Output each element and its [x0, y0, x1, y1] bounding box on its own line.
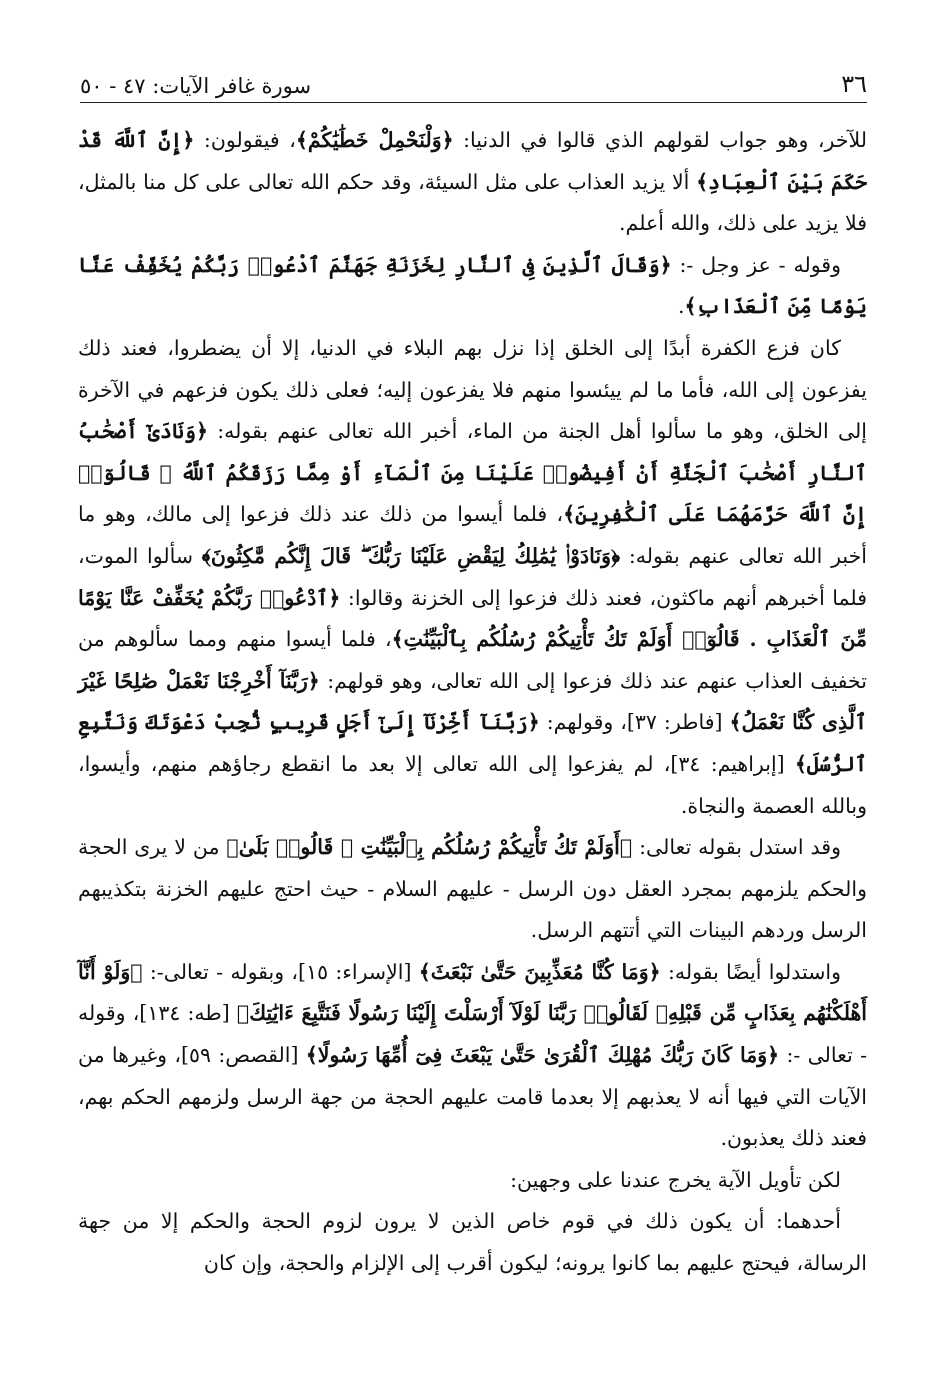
quran-quote: ﴿أَوَلَمْ تَكُ تَأْتِيكُمْ رُسُلُكُم بِٱلْبَيِّنَٰتِ ۖ قَالُوا۟ بَلَىٰ﴾	[226, 835, 633, 860]
quran-quote: ﴿إِنَّ ٱللَّهَ قَدْ حَكَمَ بَيْنَ ٱلْعِبَادِ﴾	[78, 128, 867, 194]
text-run: [القصص: ٥٩]، وغيرها من الآيات التي فيها أنه لا يعذبهم إلا بعدما قامت عليهم الحجة من جهة الرسل ولزمهم الحكم بهم، فعند ذلك يعذبون.	[78, 1043, 867, 1151]
text-run: سألوا الموت، فلما أخبرهم أنهم ماكثون، فعند ذلك فزعوا إلى الخزنة وقالوا:	[78, 543, 867, 610]
quran-quote: ﴿رَبَّنَآ أَخِّرْنَآ إِلَىٰٓ أَجَلٍ قَرِيبٍ نُّجِبْ دَعْوَتَكَ وَنَتَّبِعِ ٱلرُّسُلَ﴾	[78, 710, 867, 776]
text-run: من لا يرى الحجة والحكم يلزمهم بمجرد العقل دون الرسل - عليهم السلام - حيث احتج عليهم الخزنة بتكذيبهم الرسل وردهم البينات التي أتتهم الرسل.	[78, 835, 867, 943]
quran-quote: ﴿وَمَا كُنَّا مُعَذِّبِينَ حَتَّىٰ نَبْعَثَ﴾	[418, 959, 661, 984]
paragraph	[78, 245, 867, 328]
text-run: [إبراهيم: ٣٤]، لم يفزعوا إلى الله تعالى إلا بعد ما انقطع رجاؤهم منهم، وأيسوا، وبالله العصمة والنجاة.	[78, 751, 867, 818]
text-run: [طه: ١٣٤]، وقوله - تعالى -:	[78, 1001, 868, 1068]
running-title: سورة غافر الآيات: ٤٧ - ٥٠	[80, 74, 312, 98]
text-run: وقوله - عز وجل -:	[671, 252, 841, 277]
body-text	[78, 120, 867, 1285]
text-run: ، فلما أيسوا منهم ومما سألوهم من تخفيف العذاب عنهم عند ذلك فزعوا إلى الله تعالى، وهو قولهم:	[78, 627, 867, 693]
page-header	[80, 60, 867, 98]
text-run: [الإسراء: ١٥]، وبقوله - تعالى-:	[142, 959, 419, 984]
quran-quote: ﴿وَنَادَىٰٓ أَصْحَٰبُ ٱلنَّارِ أَصْحَٰبَ ٱلْجَنَّةِ أَنْ أَفِيضُوا۟ عَلَيْنَا مِنَ ٱلْمَآءِ أَوْ مِمَّا رَزَقَكُمُ ٱللَّهُ ۚ قَالُوٓا۟ إِنَّ ٱللَّهَ حَرَّمَهُمَا عَلَى ٱلْكَٰفِرِينَ﴾	[78, 419, 867, 527]
text-run: ، فيقولون:	[194, 128, 296, 152]
text-run: ألا يزيد العذاب على مثل السيئة، وقد حكم الله تعالى على كل منا بالمثل، فلا يزيد على ذلك، والله أعلم.	[78, 169, 867, 236]
quran-quote: ﴿رَبَّنَآ أَخْرِجْنَا نَعْمَلْ صَٰلِحًا غَيْرَ ٱلَّذِى كُنَّا نَعْمَلُ﴾	[78, 668, 867, 735]
quran-quote: ﴿وَلَوْ أَنَّآ أَهْلَكْنَٰهُم بِعَذَابٍ مِّن قَبْلِهِۦ لَقَالُوا۟ رَبَّنَا لَوْلَآ أَرْسَلْتَ إِلَيْنَا رَسُولًا فَنَتَّبِعَ ءَايَٰتِكَ﴾	[78, 959, 867, 1026]
paragraph	[78, 1160, 867, 1202]
quran-quote: ﴿وَنَادَوْا۟ يَٰمَٰلِكُ لِيَقْضِ عَلَيْنَا رَبُّكَ ۖ قَالَ إِنَّكُم مَّٰكِثُونَ﴾	[201, 543, 621, 568]
text-run: وقد استدل بقوله تعالى:	[632, 835, 841, 860]
quran-quote: ﴿وَمَا كَانَ رَبُّكَ مُهْلِكَ ٱلْقُرَىٰ حَتَّىٰ يَبْعَثَ فِىٓ أُمِّهَا رَسُولًا﴾	[305, 1043, 780, 1068]
text-run: [فاطر: ٣٧]، وقولهم:	[539, 710, 730, 735]
paragraph	[78, 952, 867, 1160]
text-run: لكن تأويل الآية يخرج عندنا على وجهين:	[510, 1167, 841, 1192]
quran-quote: ﴿وَلْنَحْمِلْ خَطَٰيَٰكُمْ﴾	[295, 128, 454, 152]
text-run: كان فزع الكفرة أبدًا إلى الخلق إذا نزل بهم البلاء في الدنيا، إلا أن يضطروا، فعند ذلك يفزعون إلى الله، فأما ما لم ييئسوا منهم فلا يفزعون إليه؛ فعلى ذلك يكون فزعهم في الآخرة إلى الخلق، وهو ما سألوا أهل الجنة من الماء، أخبر الله تعالى عنهم بقوله:	[78, 335, 867, 444]
quran-quote: ﴿وَقَالَ ٱلَّذِينَ فِى ٱلنَّارِ لِخَزَنَةِ جَهَنَّمَ ٱدْعُوا۟ رَبَّكُمْ يُخَفِّفْ عَنَّا يَوْمًا مِّنَ ٱلْعَذَابِ﴾	[78, 252, 867, 319]
paragraph	[78, 1201, 867, 1284]
paragraph	[78, 827, 867, 952]
text-run: للآخر، وهو جواب لقولهم الذي قالوا في الدنيا:	[453, 128, 867, 152]
quran-quote: ﴿ٱدْعُوا۟ رَبَّكُمْ يُخَفِّفْ عَنَّا يَوْمًا مِّنَ ٱلْعَذَابِ . قَالُوٓا۟ أَوَلَمْ تَكُ تَأْتِيكُمْ رُسُلُكُم بِٱلْبَيِّنَٰتِ﴾	[78, 585, 867, 652]
text-run: ، فلما أيسوا من ذلك عند ذلك فزعوا إلى مالك، وهو ما أخبر الله تعالى عنهم بقوله:	[78, 502, 867, 568]
text-run: أحدهما: أن يكون ذلك في قوم خاص الذين لا يرون لزوم الحجة والحكم إلا من جهة الرسالة، فيحتج عليهم بما كانوا يرونه؛ ليكون أقرب إلى الإلزام والحجة، وإن كان	[78, 1209, 867, 1276]
header-rule	[80, 102, 867, 103]
text-run: .	[678, 294, 685, 319]
paragraph	[78, 120, 867, 245]
paragraph	[78, 328, 867, 827]
text-run: واستدلوا أيضًا بقوله:	[660, 959, 842, 984]
page-number: ٣٦	[841, 70, 867, 98]
